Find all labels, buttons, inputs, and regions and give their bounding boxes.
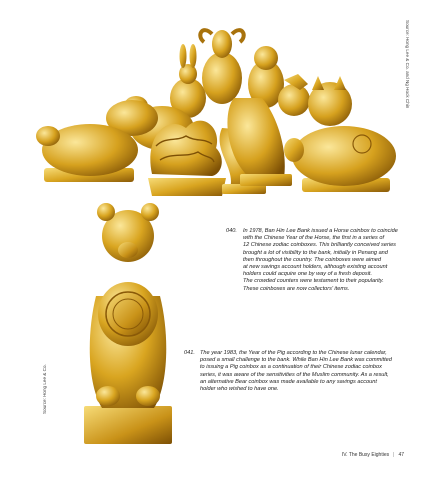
caption-line: These coinboxes are now collectors’ items. bbox=[243, 285, 350, 292]
caption-line: at new savings account holders, although existing account bbox=[243, 264, 388, 271]
page-footer bbox=[342, 452, 404, 458]
section-title: IV. The Busy Eighties bbox=[341, 452, 390, 458]
caption-line: brought a lot of visibility to the bank, initially in Penang and bbox=[243, 249, 388, 256]
caption-line: to issuing a Pig coinbox as a continuation of their Chinese zodiac coinbox bbox=[200, 364, 382, 371]
footer-separator: | bbox=[393, 452, 395, 458]
caption-line: 12 Chinese zodiac coinboxes. This brilliantly conceived series bbox=[243, 242, 396, 249]
caption-line: with the Chinese Year of the Horse, the first in a series of bbox=[243, 235, 385, 242]
caption-line: an alternative Bear coinbox was made available to any savings account bbox=[200, 378, 377, 385]
caption-line: holders could acquire one by way of a fresh deposit. bbox=[243, 271, 373, 278]
caption-number: 041. bbox=[184, 350, 195, 356]
caption-line: The year 1983, the Year of the Pig according to the Chinese lunar calendar, bbox=[200, 350, 387, 356]
bear-photo-source-credit: Source: Hong Lee & Co. bbox=[42, 364, 47, 414]
caption-line: then throughout the country. The coinboxes were aimed bbox=[243, 256, 381, 263]
rabbit-coinbox bbox=[170, 44, 206, 118]
pig-coinbox bbox=[284, 126, 396, 192]
caption-line: In 1978, Ban Hin Lee Bank issued a Horse coinbox to coincide bbox=[243, 228, 398, 234]
caption-number: 040. bbox=[226, 228, 237, 234]
caption-line: posed a small challenge to the bank. While Ban Hin Lee Bank was committed bbox=[200, 357, 392, 364]
caption-line: series, it was aware of the sensitivities of the Muslim community. As a result, bbox=[200, 371, 389, 378]
rat-coinbox bbox=[36, 124, 138, 182]
dragon-coinbox bbox=[148, 121, 226, 196]
dog-coinbox bbox=[308, 76, 352, 126]
photo-source-credit: Source: Hong Lee & Co. and Ng Hock Chin bbox=[405, 20, 410, 109]
bear-coinbox-photo bbox=[66, 196, 190, 448]
page-number: 47 bbox=[398, 452, 404, 458]
goat-coinbox bbox=[200, 30, 243, 104]
zodiac-coinboxes-photo bbox=[26, 18, 406, 214]
caption-line: The crowded counters were testament to their popularity. bbox=[243, 278, 384, 285]
caption-bear-coinbox bbox=[200, 350, 410, 393]
caption-line: holder who wished to have one. bbox=[200, 386, 279, 393]
caption-horse-coinbox bbox=[243, 228, 407, 293]
